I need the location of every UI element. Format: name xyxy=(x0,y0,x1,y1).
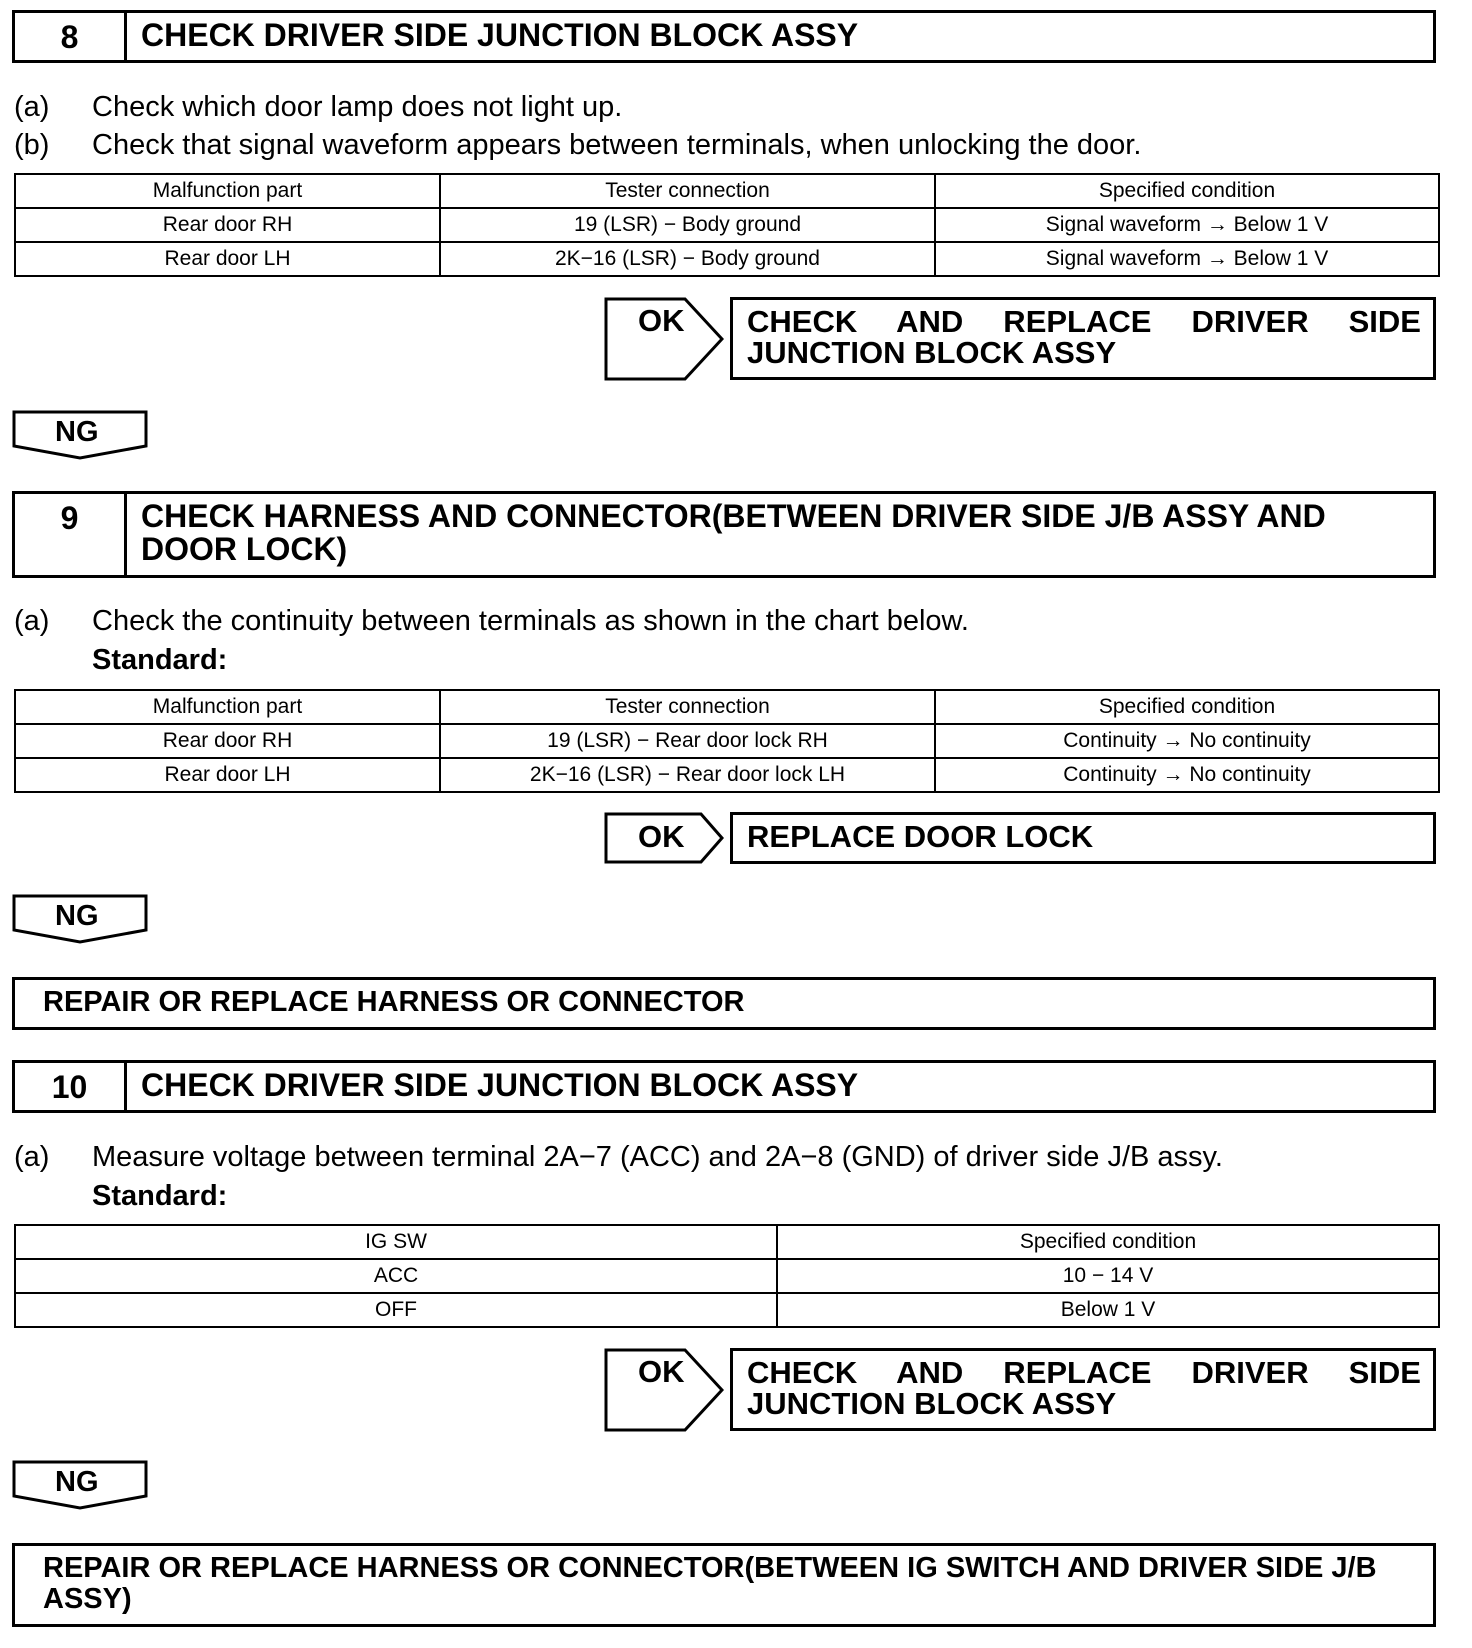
repair-box xyxy=(12,977,1436,1030)
instruction-text: Check the continuity between terminals as shown in the chart below. xyxy=(92,605,969,637)
instruction-line xyxy=(14,602,969,640)
instruction-label: (a) xyxy=(14,605,50,637)
step-title: CHECK DRIVER SIDE JUNCTION BLOCK ASSY xyxy=(141,1067,859,1103)
ok-result-line: JUNCTION BLOCK ASSY xyxy=(747,335,1117,370)
ok-arrow xyxy=(604,297,724,381)
table-row xyxy=(15,724,1439,758)
instruction-line xyxy=(14,88,622,126)
instruction-line xyxy=(14,1138,1223,1176)
table-cell: Signal waveform → Below 1 V xyxy=(935,242,1439,276)
table-cell: 19 (LSR) − Body ground xyxy=(440,208,935,242)
ok-arrow xyxy=(604,812,724,864)
step-10-table xyxy=(14,1224,1440,1328)
ok-result-box xyxy=(730,812,1436,864)
table-header-cell: Tester connection xyxy=(440,690,935,724)
standard-label: Standard: xyxy=(92,1180,228,1212)
ok-result-line: CHECK AND REPLACE DRIVER SIDE xyxy=(747,304,1421,339)
table-row xyxy=(15,1293,1439,1327)
ok-label: OK xyxy=(638,303,685,338)
table-cell: Continuity → No continuity xyxy=(935,724,1439,758)
ok-arrow xyxy=(604,1348,724,1432)
table-header-cell: Tester connection xyxy=(440,174,935,208)
table-header-row xyxy=(15,174,1439,208)
ok-result-line: CHECK AND REPLACE DRIVER SIDE xyxy=(747,1355,1421,1390)
repair-text: REPAIR OR REPLACE HARNESS OR CONNECTOR(BETWEEN IG SWITCH AND DRIVER SIDE J/B ASSY) xyxy=(43,1552,1377,1615)
table-header-cell: Malfunction part xyxy=(15,174,440,208)
table-cell: 19 (LSR) − Rear door lock RH xyxy=(440,724,935,758)
table-header-cell: Specified condition xyxy=(935,174,1439,208)
table-cell: Rear door RH xyxy=(15,724,440,758)
table-cell: Rear door RH xyxy=(15,208,440,242)
step-title: CHECK DRIVER SIDE JUNCTION BLOCK ASSY xyxy=(141,17,859,53)
step-number: 8 xyxy=(15,13,127,60)
ng-arrow xyxy=(12,894,148,946)
table-cell: ACC xyxy=(15,1259,777,1293)
table-header-row xyxy=(15,1225,1439,1259)
ng-label: NG xyxy=(55,900,99,932)
step-9-table xyxy=(14,689,1440,793)
table-row xyxy=(15,242,1439,276)
instruction-label: (b) xyxy=(14,129,50,161)
table-cell: Continuity → No continuity xyxy=(935,758,1439,792)
step-8-header xyxy=(12,10,1436,63)
ok-result-line: JUNCTION BLOCK ASSY xyxy=(747,1386,1117,1421)
step-number: 9 xyxy=(15,494,127,575)
ok-label: OK xyxy=(638,1354,685,1389)
table-cell: Below 1 V xyxy=(777,1293,1439,1327)
instruction-text: Check which door lamp does not light up. xyxy=(92,91,623,123)
table-header-cell: Malfunction part xyxy=(15,690,440,724)
table-header-cell: Specified condition xyxy=(777,1225,1439,1259)
table-header-row xyxy=(15,690,1439,724)
table-cell: Rear door LH xyxy=(15,758,440,792)
instruction-text: Check that signal waveform appears between terminals, when unlocking the door. xyxy=(92,129,1142,161)
ok-result-box xyxy=(730,297,1436,380)
instruction-label: (a) xyxy=(14,91,50,123)
table-header-cell: Specified condition xyxy=(935,690,1439,724)
standard-label: Standard: xyxy=(92,644,228,676)
ng-arrow xyxy=(12,1460,148,1512)
instruction-label: (a) xyxy=(14,1141,50,1173)
table-row xyxy=(15,208,1439,242)
ok-label: OK xyxy=(638,819,685,854)
table-cell: 2K−16 (LSR) − Body ground xyxy=(440,242,935,276)
table-row xyxy=(15,758,1439,792)
table-cell: 2K−16 (LSR) − Rear door lock LH xyxy=(440,758,935,792)
instruction-text: Measure voltage between terminal 2A−7 (ACC) and 2A−8 (GND) of driver side J/B assy. xyxy=(92,1141,1223,1173)
step-10-header xyxy=(12,1060,1436,1113)
table-cell: OFF xyxy=(15,1293,777,1327)
ng-label: NG xyxy=(55,416,99,448)
step-title: CHECK HARNESS AND CONNECTOR(BETWEEN DRIVER SIDE J/B ASSY AND DOOR LOCK) xyxy=(141,498,1326,567)
ng-label: NG xyxy=(55,1466,99,1498)
table-cell: 10 − 14 V xyxy=(777,1259,1439,1293)
repair-text: REPAIR OR REPLACE HARNESS OR CONNECTOR xyxy=(43,986,745,1018)
step-9-header xyxy=(12,491,1436,578)
step-number: 10 xyxy=(15,1063,127,1110)
table-row xyxy=(15,1259,1439,1293)
table-header-cell: IG SW xyxy=(15,1225,777,1259)
table-cell: Rear door LH xyxy=(15,242,440,276)
instruction-line xyxy=(14,126,1141,164)
ok-result-box xyxy=(730,1348,1436,1431)
repair-box xyxy=(12,1543,1436,1627)
ng-arrow xyxy=(12,410,148,462)
table-cell: Signal waveform → Below 1 V xyxy=(935,208,1439,242)
ok-result-line: REPLACE DOOR LOCK xyxy=(747,819,1094,854)
step-8-table xyxy=(14,173,1440,277)
